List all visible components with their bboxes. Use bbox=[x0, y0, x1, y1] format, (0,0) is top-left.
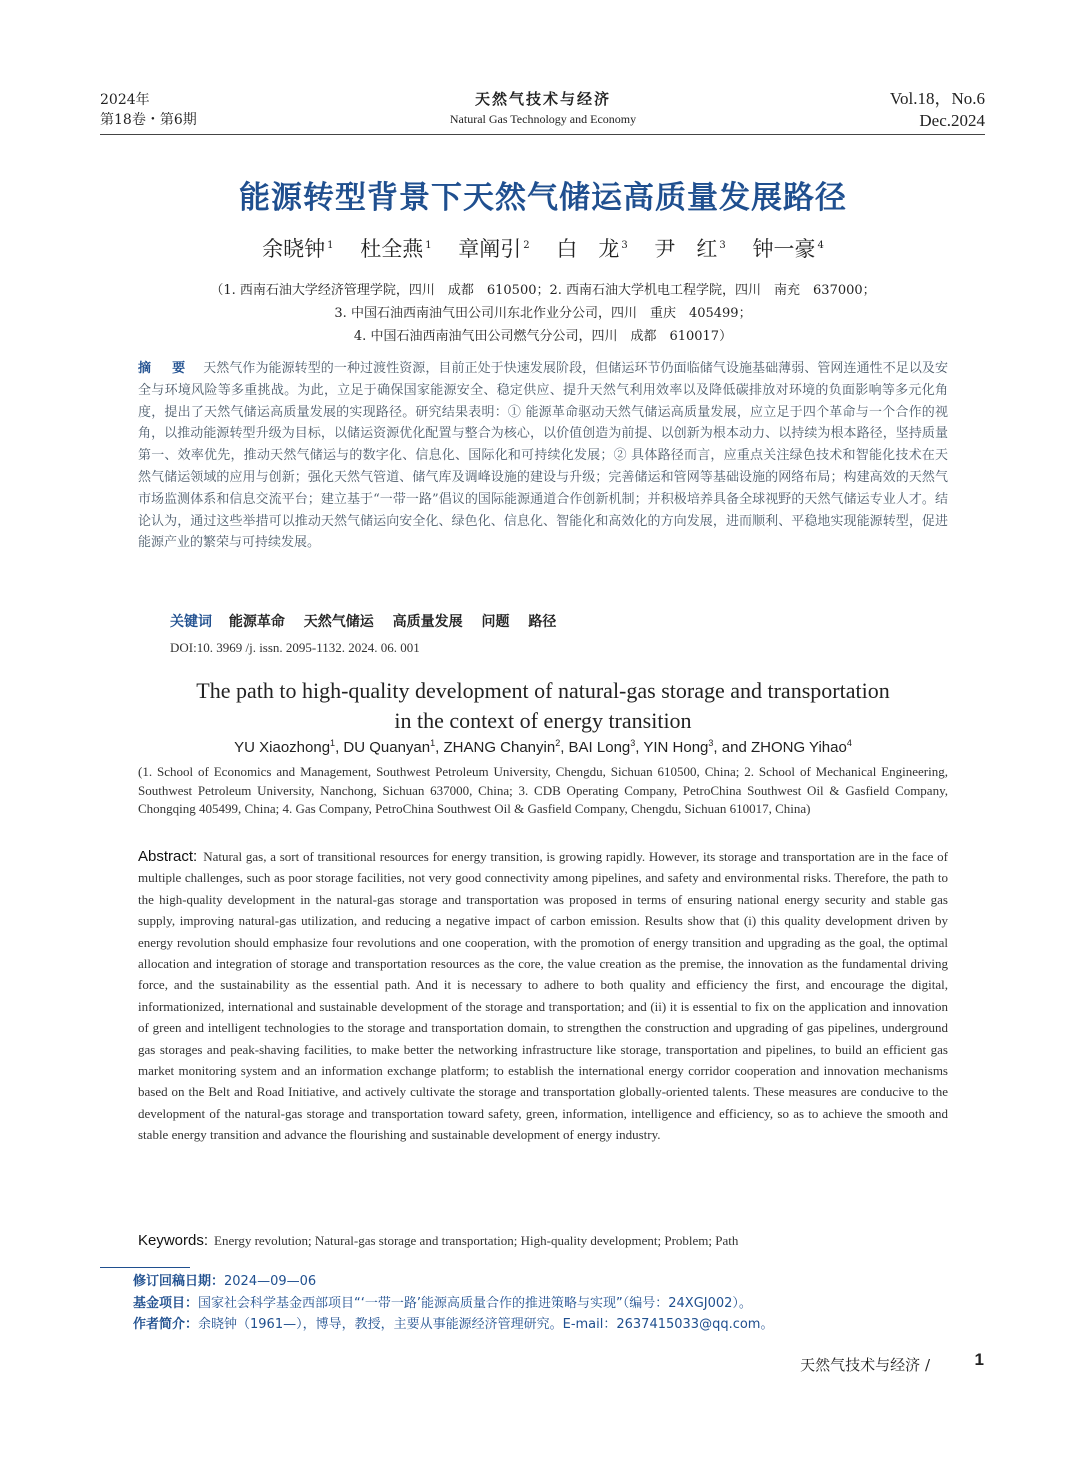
author-list-en: YU Xiaozhong$^1$, DU Quanyan$^1$, ZHANG Chanyin$^2$, BAI Long$^3$, YIN Hong$^3$, and ZHONG Yihao$^4$ bbox=[234, 738, 852, 756]
affiliation-line: （1. 西南石油大学经济管理学院，四川 成都 610500；2. 西南石油大学机电工程学院，四川 南充 637000； bbox=[210, 283, 876, 298]
title-en-line: The path to high-quality development of natural-gas storage and transportation bbox=[196, 678, 890, 703]
keyword: 能源革命 bbox=[228, 614, 285, 630]
author-en: DU Quanyan bbox=[343, 739, 431, 756]
footnote-fund: 基金项目：国家社会科学基金西部项目“‘一带一路’能源高质量合作的推进策略与实现”（编号：24XGJ002）。 bbox=[133, 1296, 752, 1311]
page-number: 1 bbox=[974, 1350, 984, 1369]
keyword: 天然气储运 bbox=[303, 614, 374, 630]
volume-info bbox=[890, 88, 985, 132]
author-cn: 杜全燕 $^1$ bbox=[360, 237, 432, 261]
author-cn: 余晓钟 $^1$ bbox=[262, 237, 334, 261]
footnote-revised: 修订回稿日期：2024—09—06 bbox=[133, 1274, 317, 1289]
journal-name-cn: 天然气技术与经济 bbox=[474, 90, 611, 108]
author-cn: 钟一豪 $^4$ bbox=[752, 237, 824, 261]
author-en: YU Xiaozhong bbox=[234, 739, 331, 756]
affiliation-line: 4. 中国石油西南油气田公司燃气分公司，四川 成都 610017） bbox=[353, 329, 733, 344]
affiliations-cn bbox=[100, 279, 986, 348]
header-divider bbox=[100, 134, 985, 135]
footer-journal: 天然气技术与经济 / bbox=[800, 1356, 930, 1374]
footnote-author: 作者简介：余晓钟（1961—），博导，教授，主要从事能源经济管理研究。E-mail：2637415033@qq.com。 bbox=[133, 1317, 774, 1332]
author-en: YIN Hong bbox=[643, 739, 709, 756]
abstract-label-en: Abstract: bbox=[138, 848, 198, 865]
title-en-line: in the context of energy transition bbox=[394, 708, 692, 733]
keyword: 问题 bbox=[481, 614, 510, 630]
affiliation-line: 3. 中国石油西南油气田公司川东北作业分公司，四川 重庆 405499； bbox=[334, 306, 752, 321]
author-en: ZHONG Yihao bbox=[750, 739, 847, 756]
footnote-divider bbox=[100, 1267, 190, 1268]
keywords-en bbox=[138, 1232, 738, 1249]
abstract-en bbox=[138, 846, 948, 1146]
keywords-cn bbox=[170, 611, 570, 631]
keyword: 路径 bbox=[528, 614, 557, 630]
affiliations-en: (1. School of Economics and Management, Southwest Petroleum University, Chengdu, Sichuan 610500, China; 2. School of Mechanical Engineering, Southwest Petroleum University, Nanchong, Sichuan 637000, China; 3. CDB Operating Company, PetroChina Southwest Oil & Gasfield Company, Chongqing 405499, China; 4. Gas Company, PetroChina Southwest Oil & Gasfield Company, Chengdu, Sichuan 610017, China) bbox=[138, 764, 948, 816]
author-cn: 白 龙 $^3$ bbox=[556, 237, 628, 261]
author-cn: 章阐引 $^2$ bbox=[458, 237, 530, 261]
keywords-label-cn: 关键词 bbox=[170, 614, 212, 630]
author-list-cn bbox=[0, 233, 1080, 263]
abstract-cn bbox=[138, 358, 948, 554]
abstract-text-en: Natural gas, a sort of transitional resources for energy transition, is growing rapidly. However, its storage and transportation are in the face of multiple challenges, such as poor storage facilities, not very good connectivity among pipelines, and safety and environmental risks. Therefore, the path to the high-quality development in the natural-gas storage and transportation was proposed in terms of ensuring national energy security and stable gas supply, improving natural-gas utilization, and reducing a negative impact of carbon emission. Results show that (i) this quality development driven by energy revolution should emphasize four revolutions and one cooperation, with the promotion of energy transition and upgrading as the goal, the optimal allocation and integration of storage and transportation resources as the core, the value creation as the premise, the innovation as the fundamental driving force, and the sustainability as the essential path. And it is necessary to adhere to both quality and efficiency the first, and encourage the digital, informationized, international and sustainable development of the storage and transportation; and (ii) it is essential to fix on the application and innovation of green and intelligent technologies to the storage and transportation domain, to strengthen the construction and upgrading of gas pipelines, underground gas storages and peak-shaving facilities, to make better the networking infrastructure like storage, transportation and pipelines, to build an efficient gas market monitoring system and an information exchange platform; to establish the international energy corridor cooperation and innovation mechanisms based on the Belt and Road Initiative, and actively cultivate the storage and transportation globally-oriented talents. These measures are conducive to the development of the natural-gas storage and transportation toward safety, green, information, intelligence and efficiency, so as to achieve the smooth and stable energy transition and advance the flourishing and sustainable development of energy industry. bbox=[138, 849, 948, 1143]
article-title-cn: 能源转型背景下天然气储运高质量发展路径 bbox=[239, 180, 847, 216]
author-en: ZHANG Chanyin bbox=[443, 739, 556, 756]
keyword: 高质量发展 bbox=[392, 614, 463, 630]
article-title-en bbox=[100, 676, 986, 736]
volume-number: Vol.18，No.6 bbox=[889, 89, 985, 108]
issue-volume-cn: 第18卷・第6期 bbox=[100, 112, 197, 128]
issue-year: 2024年 bbox=[100, 92, 150, 108]
issue-date: Dec.2024 bbox=[919, 111, 985, 130]
author-cn: 尹 红 $^3$ bbox=[654, 237, 726, 261]
journal-name-en: Natural Gas Technology and Economy bbox=[449, 112, 637, 126]
abstract-label-cn: 摘 要 bbox=[138, 361, 190, 376]
doi: DOI:10. 3969 /j. issn. 2095-1132. 2024. 06. 001 bbox=[170, 640, 420, 655]
abstract-text-cn: 天然气作为能源转型的一种过渡性资源，目前正处于快速发展阶段，但储运环节仍面临储气设施基础薄弱、管网连通性不足以及安全与环境风险等多重挑战。为此，立足于确保国家能源安全、稳定供应、提升天然气利用效率以及降低碳排放对环境的负面影响等多元化角度，提出了天然气储运高质量发展的实现路径。研究结果表明：① 能源革命驱动天然气储运高质量发展，应立足于四个革命与一个合作的视角，以推动能源转型升级为目标，以储运资源优化配置与整合为核心，以价值创造为前提、以创新为根本动力、以持续为根本路径，坚持质量第一、效率优先，推动天然气储运与的数字化、信息化、国际化和可持续化发展；② 具体路径而言，应重点关注绿色技术和智能化技术在天然气储运领域的应用与创新；强化天然气管道、储气库及调峰设施的建设与升级；完善储运和管网等基础设施的网络布局；构建高效的天然气市场监测体系和信息交流平台；建立基于“一带一路”倡议的国际能源通道合作创新机制；并积极培养具备全球视野的天然气储运专业人才。结论认为，通过这些举措可以推动天然气储运向安全化、绿色化、信息化、智能化和高效化的方向发展，进而顺利、平稳地实现能源转型，促进能源产业的繁荣与可持续发展。 bbox=[138, 361, 948, 551]
keywords-label-en: Keywords: bbox=[138, 1232, 209, 1249]
author-en: BAI Long bbox=[568, 739, 631, 756]
keywords-text-en: Energy revolution; Natural-gas storage and transportation; High-quality development; Problem; Path bbox=[214, 1233, 739, 1248]
